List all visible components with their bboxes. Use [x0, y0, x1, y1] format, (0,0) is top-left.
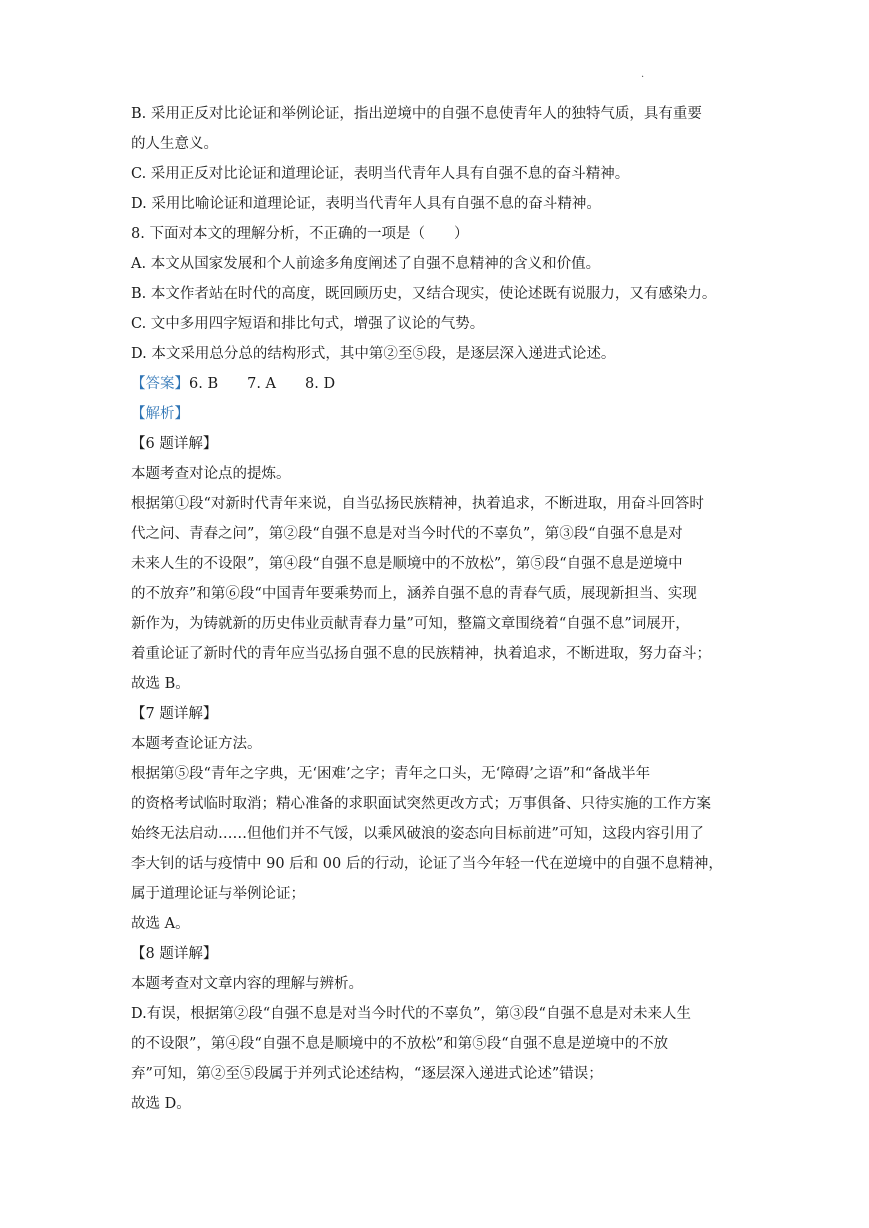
option-8d: D. 本文采用总分总的结构形式，其中第②至⑤段，是逐层深入递进式论述。: [131, 346, 616, 362]
q6-title: 【6 题详解】: [131, 436, 218, 452]
analysis-label: 【解析】: [131, 406, 189, 422]
option-8b: B. 本文作者站在时代的高度，既回顾历史，又结合现实，使论述既有说服力，又有感染力。: [131, 286, 717, 302]
q7-line: 始终无法启动……但他们并不气馁，以乘风破浪的姿态向目标前进”可知，这段内容引用了: [131, 826, 704, 842]
q8-line: 本题考查对文章内容的理解与辨析。: [131, 976, 363, 992]
q6-line: 的不放弃”和第⑥段“中国青年要乘势而上，涵养自强不息的青春气质，展现新担当、实现: [131, 586, 697, 602]
q8-line: 弃”可知，第②至⑤段属于并列式论述结构，“逐层深入递进式论述”错误；: [131, 1066, 603, 1082]
option-7b-line-1: B. 采用正反对比论证和举例论证，指出逆境中的自强不息使青年人的独特气质，具有重要: [131, 106, 702, 122]
q7-line: 的资格考试临时取消；精心准备的求职面试突然更改方式；万事俱备、只待实施的工作方案: [131, 796, 711, 812]
q6-line: 故选 B。: [131, 676, 190, 692]
q8-explanation: [131, 939, 743, 1119]
q6-line: 本题考查对论点的提炼。: [131, 466, 291, 482]
q8-title: 【8 题详解】: [131, 946, 218, 962]
q6-line: 新作为，为铸就新的历史伟业贡献青春力量”可知，整篇文章围绕着“自强不息”词展开，: [131, 616, 690, 632]
q8-line: D.有误，根据第②段“自强不息是对当今时代的不辜负”，第③段“自强不息是对未来人生: [131, 1006, 691, 1022]
q8-line: 的不设限”，第④段“自强不息是顺境中的不放松”和第⑤段“自强不息是逆境中的不放: [131, 1036, 669, 1052]
document-body: [131, 99, 743, 1119]
q6-line: 未来人生的不设限”，第④段“自强不息是顺境中的不放松”，第⑤段“自强不息是逆境中: [131, 556, 683, 572]
answer-line: [131, 369, 743, 399]
q6-explanation: [131, 429, 743, 699]
answer-label: 【答案】: [131, 376, 189, 392]
q7-line: 属于道理论证与举例论证；: [131, 886, 305, 902]
option-8a: A. 本文从国家发展和个人前途多角度阐述了自强不息精神的含义和价值。: [131, 256, 601, 272]
option-7d: D. 采用比喻论证和道理论证，表明当代青年人具有自强不息的奋斗精神。: [131, 196, 601, 212]
answer-text: 6. B 7. A 8. D: [189, 376, 336, 392]
q7-line: 故选 A。: [131, 916, 190, 932]
q7-line: 本题考查论证方法。: [131, 736, 262, 752]
q6-line: 着重论证了新时代的青年应当弘扬自强不息的民族精神，执着追求，不断进取，努力奋斗；: [131, 646, 711, 662]
q7-line: 李大钊的话与疫情中 90 后和 00 后的行动，论证了当今年轻一代在逆境中的自强不息精神，: [131, 856, 723, 872]
option-8c: C. 文中多用四字短语和排比句式，增强了议论的气势。: [131, 316, 485, 332]
option-7b-line-2: 的人生意义。: [131, 136, 218, 152]
q8-line: 故选 D。: [131, 1096, 191, 1112]
option-7c: C. 采用正反对比论证和道理论证，表明当代青年人具有自强不息的奋斗精神。: [131, 166, 630, 182]
q6-line: 根据第①段“对新时代青年来说，自当弘扬民族精神，执着追求，不断进取，用奋斗回答时: [131, 496, 704, 512]
q6-line: 代之问、青春之问”，第②段“自强不息是对当今时代的不辜负”，第③段“自强不息是对: [131, 526, 683, 542]
q7-explanation: [131, 699, 743, 939]
question-options: [131, 99, 743, 369]
question-8-stem: 8. 下面对本文的理解分析，不正确的一项是（ ）: [131, 226, 469, 242]
q7-title: 【7 题详解】: [131, 706, 218, 722]
q7-line: 根据第⑤段“青年之字典，无‘困难’之字；青年之口头，无‘障碍’之语”和“备战半年: [131, 766, 651, 782]
header-mark: ·: [641, 72, 645, 83]
